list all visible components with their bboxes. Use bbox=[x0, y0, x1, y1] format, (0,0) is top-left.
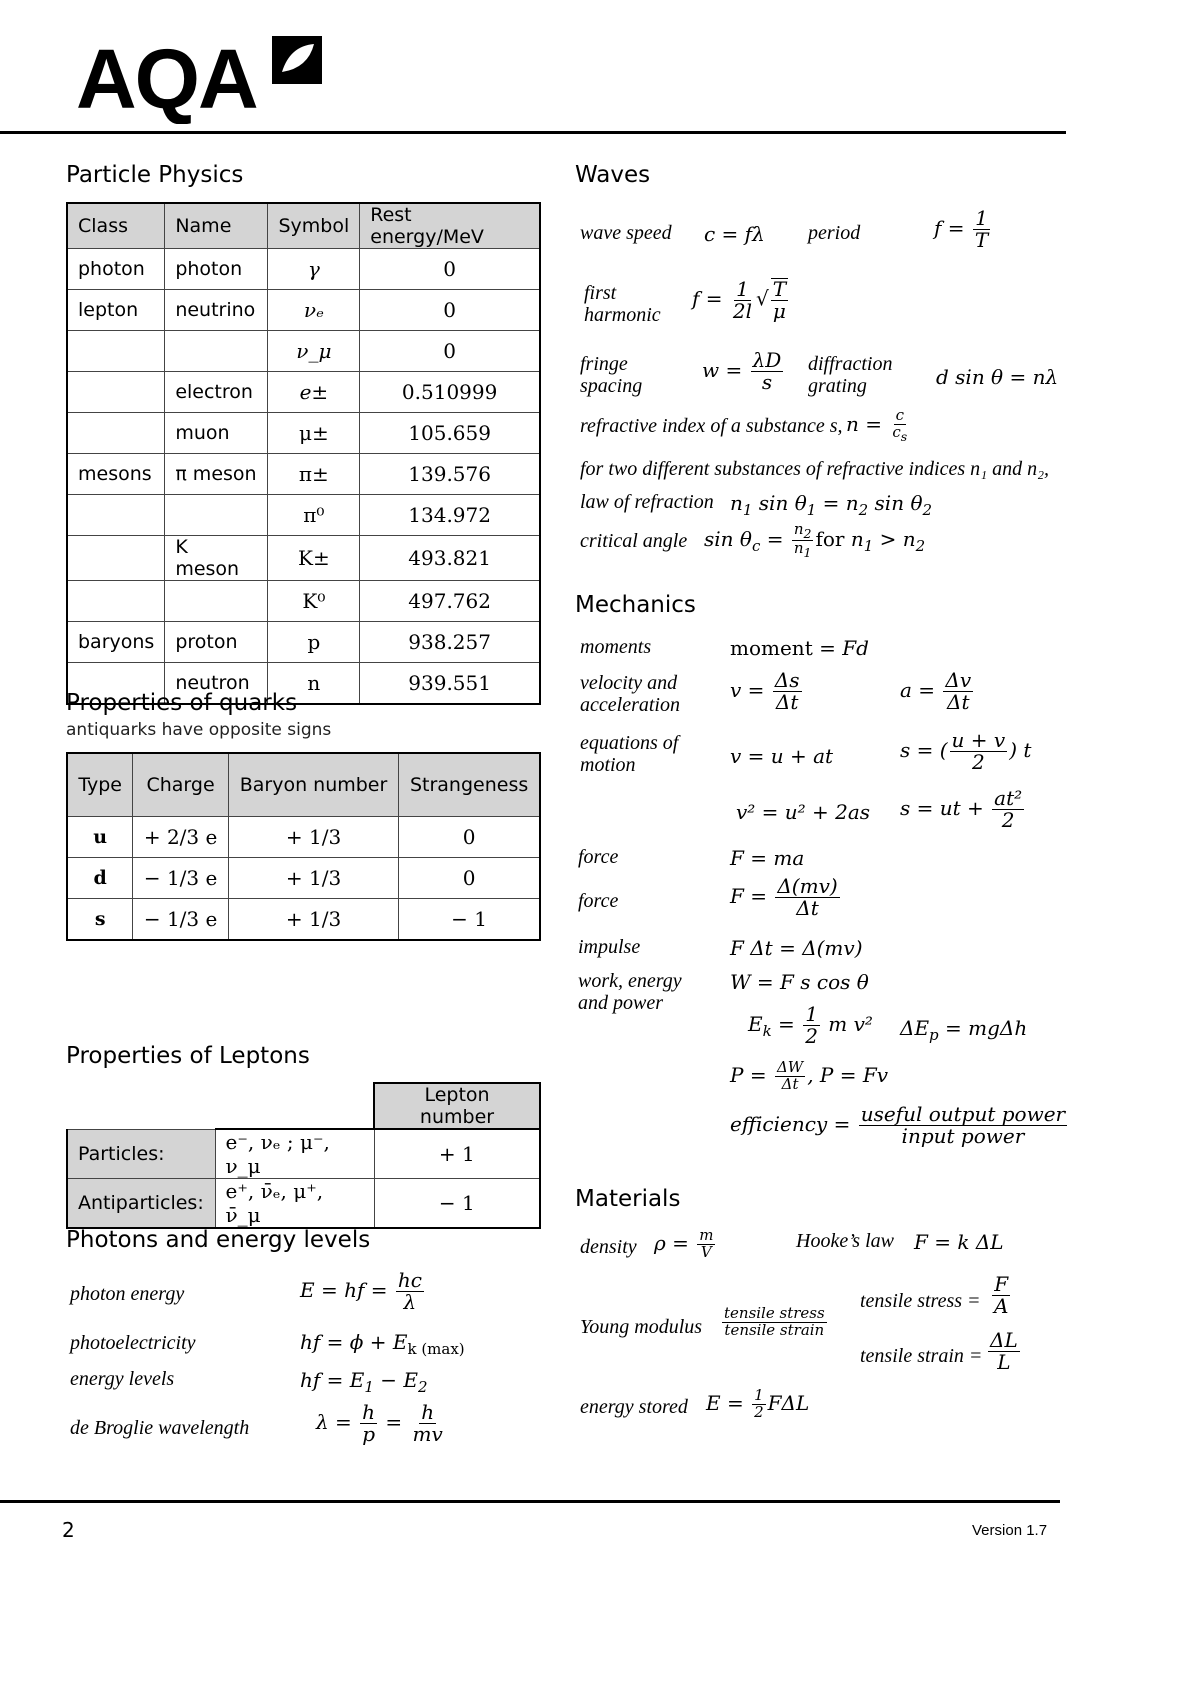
table-row: Antiparticles: e⁺, ν̄ₑ, μ⁺, ν̄_μ − 1 bbox=[67, 1179, 540, 1229]
formula-period: f = $\frac{1}{T}$ bbox=[934, 206, 989, 252]
table-row: electron e± 0.510999 bbox=[67, 372, 540, 413]
formula-refractive-index: n = $\frac{c}{c_s}$ bbox=[846, 406, 908, 444]
formula-hookes-law: F = k ΔL bbox=[914, 1230, 1004, 1254]
formula-first-harmonic: f = $\frac{1}{2l}$ √ $\frac{T}{\mu}$ bbox=[692, 276, 787, 323]
formula-tensile-stress: $\frac{F}{A}$ bbox=[994, 1272, 1009, 1318]
formula-potential-energy: $\Delta E_p = mg\Delta h$ bbox=[900, 1016, 1028, 1044]
materials-title: Materials bbox=[575, 1186, 681, 1212]
formula-suvat-1: v = u + at bbox=[730, 744, 834, 768]
table-row: baryons proton p 938.257 bbox=[67, 622, 540, 663]
table-row: muon μ± 105.659 bbox=[67, 413, 540, 454]
col-symbol: Symbol bbox=[268, 203, 360, 249]
table-row: s − 1/3 e + 1/3 − 1 bbox=[67, 899, 540, 941]
col-name: Name bbox=[165, 203, 268, 249]
table-row: ν_μ 0 bbox=[67, 331, 540, 372]
formula-efficiency: efficiency = $\frac{\text{useful output power}}{\text{input power}}$ bbox=[730, 1102, 1066, 1148]
formula-photoelectricity: hf = $\phi + E_{k (max)}$ bbox=[300, 1330, 465, 1358]
formula-suvat-3: v² = u² + 2as bbox=[736, 800, 871, 824]
table-row: K meson K± 493.821 bbox=[67, 536, 540, 581]
waves-title: Waves bbox=[575, 162, 651, 188]
particle-table bbox=[66, 202, 541, 705]
formula-force-ma: F = ma bbox=[730, 846, 805, 870]
table-row: K⁰ 497.762 bbox=[67, 581, 540, 622]
label-photon-energy: photon energy bbox=[70, 1283, 185, 1305]
table-row: mesons π meson π± 139.576 bbox=[67, 454, 540, 495]
col-class: Class bbox=[67, 203, 165, 249]
table-row: Particles: e⁻, νₑ ; μ⁻, ν_μ + 1 bbox=[67, 1129, 540, 1179]
formula-critical-angle: $\sin \theta_c$ = $\frac{n_2}{n_1}$ for $n_1 > n_2$ bbox=[704, 520, 926, 561]
col-rest-energy: Rest energy/MeV bbox=[360, 203, 540, 249]
formula-velocity: v = $\frac{\Delta s}{\Delta t}$ bbox=[730, 668, 800, 714]
formula-acceleration: a = $\frac{\Delta v}{\Delta t}$ bbox=[900, 668, 972, 714]
particle-physics-title: Particle Physics bbox=[66, 162, 244, 188]
quarks-title: Properties of quarks bbox=[66, 690, 298, 716]
table-row: u + 2/3 e + 1/3 0 bbox=[67, 817, 540, 858]
formula-diffraction-grating: d sin θ = nλ bbox=[936, 365, 1059, 389]
formula-power: P = $\frac{\Delta W}{\Delta t}$ , P = Fv bbox=[730, 1058, 889, 1093]
table-row: neutron n 939.551 bbox=[67, 663, 540, 705]
aqa-logo bbox=[76, 28, 346, 124]
quarks-subtitle: antiquarks have opposite signs bbox=[66, 720, 332, 740]
formula-tensile-strain: $\frac{\Delta L}{L}$ bbox=[990, 1328, 1018, 1374]
label-energy-levels: energy levels bbox=[70, 1368, 175, 1390]
quarks-table: Type Charge Baryon number Strangeness u + 2/3 e + 1/3 0 d − 1/3 e + 1/3 0 s − 1/3 e + 1/3 − 1 bbox=[66, 752, 541, 941]
photons-title: Photons and energy levels bbox=[66, 1227, 371, 1253]
formula-energy-stored: E = $\frac{1}{2}$ FΔL bbox=[706, 1386, 810, 1421]
mechanics-title: Mechanics bbox=[575, 592, 696, 618]
label-de-broglie: de Broglie wavelength bbox=[70, 1417, 250, 1439]
table-row: d − 1/3 e + 1/3 0 bbox=[67, 858, 540, 899]
formula-suvat-2: s = ( $\frac{u + v}{2}$ ) t bbox=[900, 728, 1032, 774]
leptons-title: Properties of Leptons bbox=[66, 1043, 310, 1069]
header-rule bbox=[0, 131, 1066, 134]
formula-wave-speed: c = fλ bbox=[704, 222, 765, 246]
table-row: photon photon γ 0 bbox=[67, 249, 540, 290]
formula-work: W = F s cos θ bbox=[730, 970, 869, 994]
formula-snells-law: $n_1$ $\sin \theta_1 = n_2$ $\sin \theta_2$ bbox=[730, 491, 933, 519]
page-number: 2 bbox=[62, 1518, 75, 1542]
formula-fringe-spacing: w = $\frac{\lambda D}{s}$ bbox=[702, 348, 782, 394]
version-label: Version 1.7 bbox=[972, 1522, 1048, 1539]
formula-kinetic-energy: $E_k$ = $\frac{1}{2}$ m v² bbox=[748, 1002, 873, 1048]
label-photoelectricity: photoelectricity bbox=[70, 1332, 196, 1354]
formula-de-broglie: λ = $\frac{h}{p}$ = $\frac{h}{mv}$ bbox=[316, 1400, 443, 1446]
footer-rule bbox=[0, 1500, 1060, 1503]
formula-force-momentum: F = $\frac{\Delta(mv)}{\Delta t}$ bbox=[730, 874, 838, 920]
svg-text:AQA: AQA bbox=[76, 32, 257, 124]
formula-moments: moment = Fd bbox=[730, 636, 869, 660]
table-row: π⁰ 134.972 bbox=[67, 495, 540, 536]
formula-energy-levels: hf = $E_1 - E_2$ bbox=[300, 1368, 428, 1396]
formula-impulse: F Δt = Δ(mv) bbox=[730, 936, 863, 960]
leptons-table: Lepton number Particles: e⁻, νₑ ; μ⁻, ν_μ + 1 Antiparticles: e⁺, ν̄ₑ, μ⁺, ν̄_μ − 1 bbox=[66, 1082, 541, 1229]
formula-photon-energy: E = hf = $\frac{hc}{\lambda}$ bbox=[300, 1268, 422, 1314]
table-row: lepton neutrino νₑ 0 bbox=[67, 290, 540, 331]
formula-young-modulus: $\frac{\text{tensile stress}}{\text{tensile strain}}$ bbox=[724, 1304, 825, 1339]
formula-suvat-4: s = ut + $\frac{\text{at²}}{2}$ bbox=[900, 786, 1023, 832]
formula-density: ρ = $\frac{m}{V}$ bbox=[654, 1226, 714, 1261]
